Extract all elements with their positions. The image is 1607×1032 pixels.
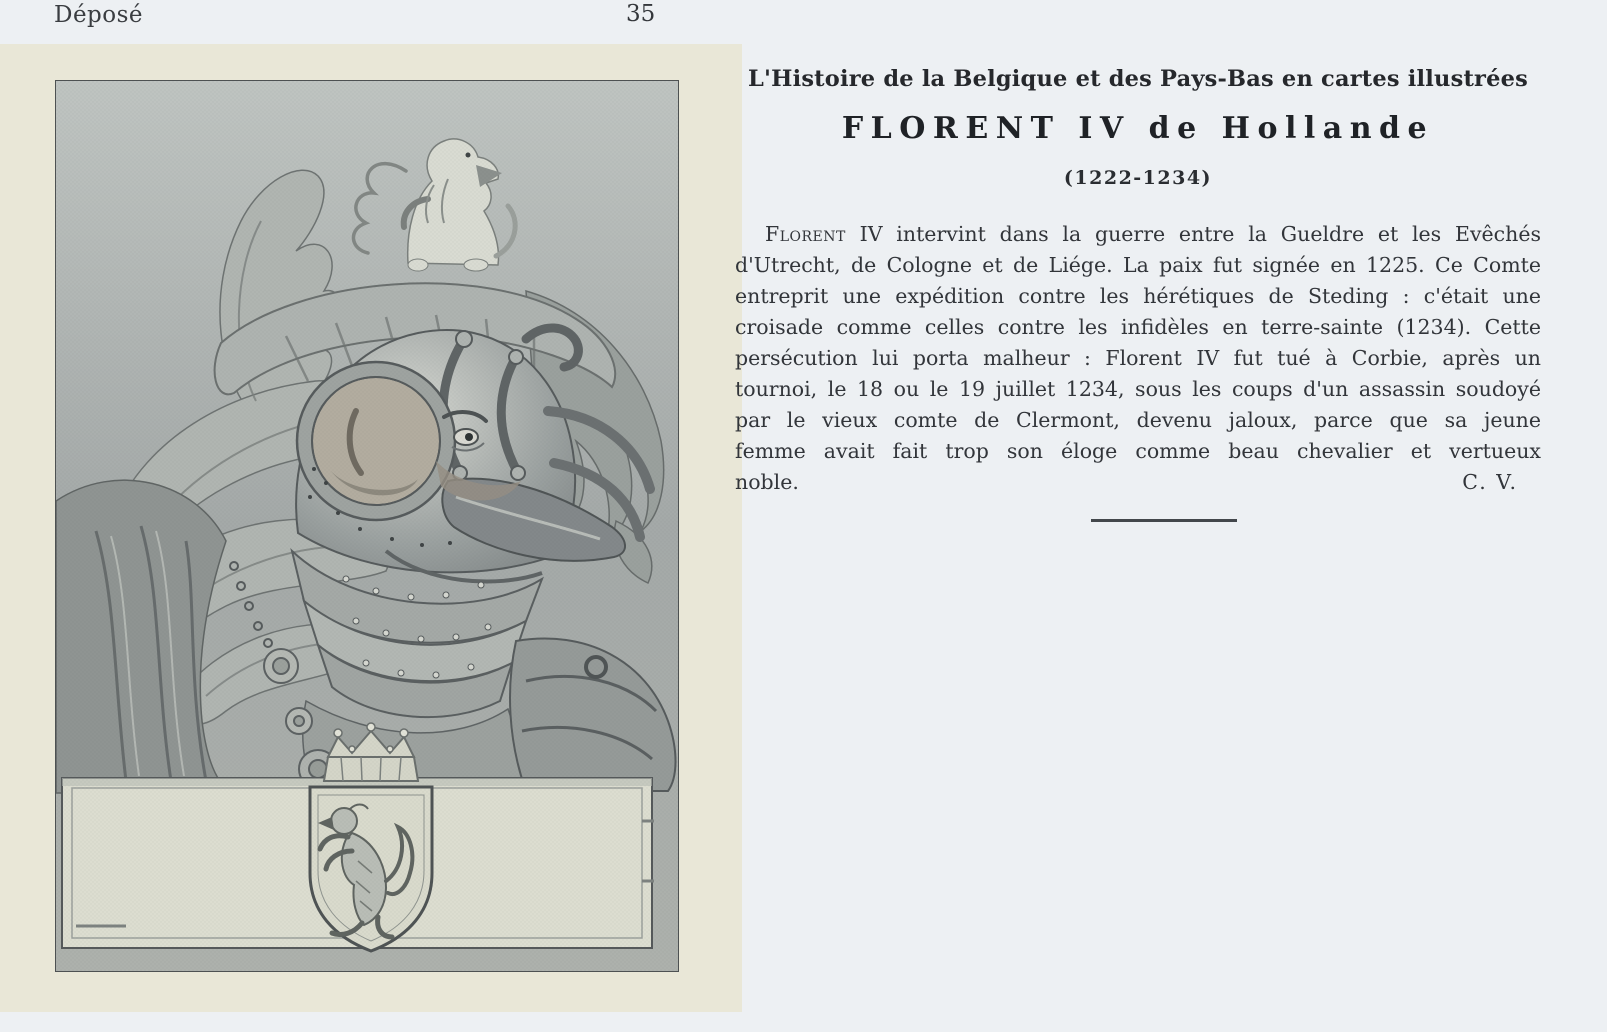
body-line: d'Utrecht, de Cologne et de Liége. La paix fut signée en 1225. Ce Comte: [735, 253, 1541, 277]
last-words: noble.: [735, 470, 799, 494]
portrait-engraving: [56, 81, 678, 971]
body-line: par le vieux comte de Clermont, devenu jaloux, parce que sa jeune: [735, 408, 1541, 432]
end-rule: [1091, 519, 1237, 522]
article-body: [735, 219, 1541, 498]
body-line: Florent IV intervint dans la guerre entre la Gueldre et les Evêchés: [765, 222, 1541, 246]
body-line: tournoi, le 18 ou le 19 juillet 1234, sous les coups d'un assassin soudoyé: [735, 377, 1541, 401]
author-initials: C. V.: [1462, 470, 1518, 494]
page-number: 35: [626, 1, 656, 27]
card-dates: (1222-1234): [1063, 167, 1213, 189]
body-last-line: [735, 467, 1541, 498]
body-line: entreprit une expédition contre les hérétiques de Steding : c'était une: [735, 284, 1541, 308]
depose-stamp: Déposé: [54, 2, 144, 28]
text-panel: [735, 0, 1541, 1032]
portrait-frame: [55, 80, 679, 972]
body-line: femme avait fait trop son éloge comme beau chevalier et vertueux: [735, 439, 1541, 463]
body-line: croisade comme celles contre les infidèles en terre-sainte (1234). Cette: [735, 315, 1541, 339]
lead-word: Florent: [765, 222, 846, 246]
series-title: L'Histoire de la Belgique et des Pays-Bas en cartes illustrées: [748, 66, 1528, 92]
illustration-panel: [0, 44, 742, 1012]
body-line: persécution lui porta malheur : Florent IV fut tué à Corbie, après un: [735, 346, 1541, 370]
card-title: FLORENT IV de Hollande: [841, 111, 1435, 146]
